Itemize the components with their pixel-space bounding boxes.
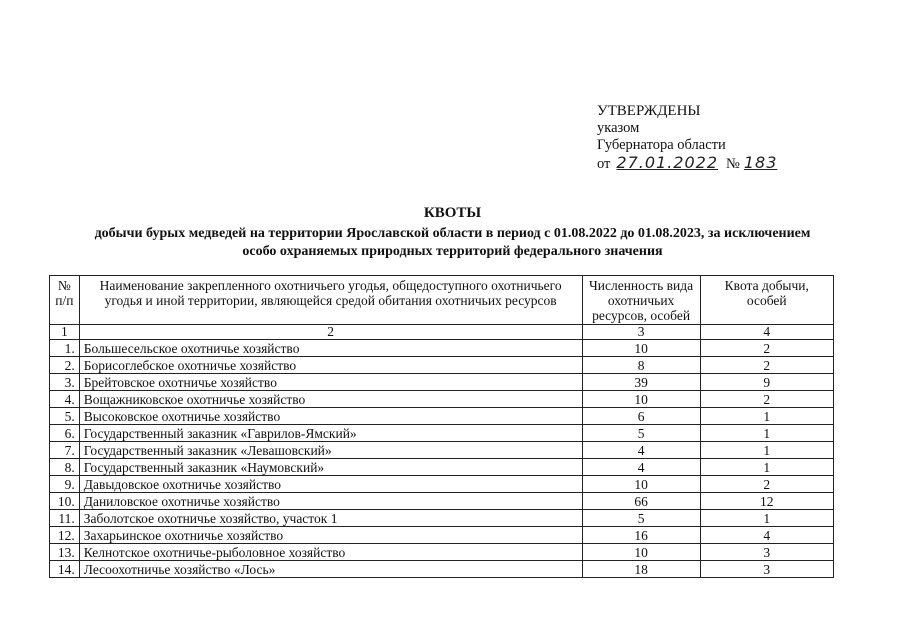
row-population-cell: 10 [582,544,700,561]
row-quota-cell: 4 [700,527,833,544]
handwritten-date: 27.01.2022 [616,153,719,172]
row-population-cell: 5 [582,425,700,442]
quota-table [49,275,834,578]
row-number-cell: 3. [50,374,80,391]
row-quota-cell: 2 [700,357,833,374]
row-name-cell: Государственный заказник «Гаврилов-Ямский» [79,425,582,442]
row-number-cell: 10. [50,493,80,510]
document-subheading-line2: особо охраняемых природных территорий федерального значения [242,244,663,259]
handwritten-number: 183 [743,153,778,172]
row-quota-cell: 1 [700,408,833,425]
row-quota-cell: 1 [700,442,833,459]
table-header-row [50,276,834,325]
row-name-cell: Большесельское охотничье хозяйство [79,340,582,357]
date-prefix: от [597,156,611,172]
row-population-cell: 18 [582,561,700,578]
row-quota-cell: 12 [700,493,833,510]
table-row [50,527,834,544]
row-name-cell: Захарьинское охотничье хозяйство [79,527,582,544]
row-population-cell: 4 [582,459,700,476]
row-population-cell: 10 [582,391,700,408]
row-population-cell: 5 [582,510,700,527]
row-name-cell: Государственный заказник «Левашовский» [79,442,582,459]
approval-line-decree: указом [597,120,640,136]
row-population-cell: 8 [582,357,700,374]
table-row [50,561,834,578]
row-quota-cell: 1 [700,459,833,476]
table-row [50,459,834,476]
row-number-cell: 13. [50,544,80,561]
row-population-cell: 4 [582,442,700,459]
row-quota-cell: 1 [700,425,833,442]
row-quota-cell: 3 [700,561,833,578]
row-number-cell: 7. [50,442,80,459]
row-quota-cell: 1 [700,510,833,527]
row-quota-cell: 9 [700,374,833,391]
row-quota-cell: 3 [700,544,833,561]
row-population-cell: 10 [582,340,700,357]
row-quota-cell: 2 [700,391,833,408]
row-name-cell: Келнотское охотничье-рыболовное хозяйство [79,544,582,561]
header-num: № п/п [50,276,80,325]
table-row [50,391,834,408]
row-population-cell: 6 [582,408,700,425]
index-cell: 2 [79,325,582,340]
index-cell: 4 [700,325,833,340]
index-cell: 3 [582,325,700,340]
column-index-row [50,325,834,340]
row-name-cell: Брейтовское охотничье хозяйство [79,374,582,391]
table-row [50,510,834,527]
row-name-cell: Вощажниковское охотничье хозяйство [79,391,582,408]
number-sign: № [726,156,740,172]
table-row [50,425,834,442]
row-quota-cell: 2 [700,340,833,357]
row-number-cell: 1. [50,340,80,357]
table-row [50,442,834,459]
table-row [50,493,834,510]
row-number-cell: 2. [50,357,80,374]
table-row [50,408,834,425]
document-subheading-line1: добычи бурых медведей на территории Ярославской области в период с 01.08.2022 до 01.08.2023, за исключением [94,226,811,241]
row-population-cell: 66 [582,493,700,510]
row-name-cell: Борисоглебское охотничье хозяйство [79,357,582,374]
row-number-cell: 5. [50,408,80,425]
row-name-cell: Давыдовское охотничье хозяйство [79,476,582,493]
row-number-cell: 12. [50,527,80,544]
row-name-cell: Заболотское охотничье хозяйство, участок 1 [79,510,582,527]
row-number-cell: 8. [50,459,80,476]
approval-title: УТВЕРЖДЕНЫ [597,103,701,119]
approval-line-governor: Губернатора области [597,137,726,153]
row-name-cell: Государственный заказник «Наумовский» [79,459,582,476]
index-cell: 1 [50,325,80,340]
approval-stamp [597,103,777,173]
header-quota: Квота добычи, особей [700,276,833,325]
row-number-cell: 4. [50,391,80,408]
row-population-cell: 16 [582,527,700,544]
table-row [50,544,834,561]
table-row [50,340,834,357]
row-number-cell: 9. [50,476,80,493]
row-population-cell: 10 [582,476,700,493]
table-row [50,374,834,391]
table-row [50,476,834,493]
document-heading: КВОТЫ [423,205,482,221]
row-name-cell: Даниловское охотничье хозяйство [79,493,582,510]
row-number-cell: 6. [50,425,80,442]
row-number-cell: 14. [50,561,80,578]
approval-date-line [597,154,777,173]
row-name-cell: Высоковское охотничье хозяйство [79,408,582,425]
table-row [50,357,834,374]
header-name: Наименование закрепленного охотничьего угодья, общедоступного охотничьего угодья и иной территории, являющейся средой обитания охотничьих ресурсов [79,276,582,325]
row-quota-cell: 2 [700,476,833,493]
header-population: Численность вида охотничьих ресурсов, особей [582,276,700,325]
row-population-cell: 39 [582,374,700,391]
row-number-cell: 11. [50,510,80,527]
row-name-cell: Лесоохотничье хозяйство «Лось» [79,561,582,578]
